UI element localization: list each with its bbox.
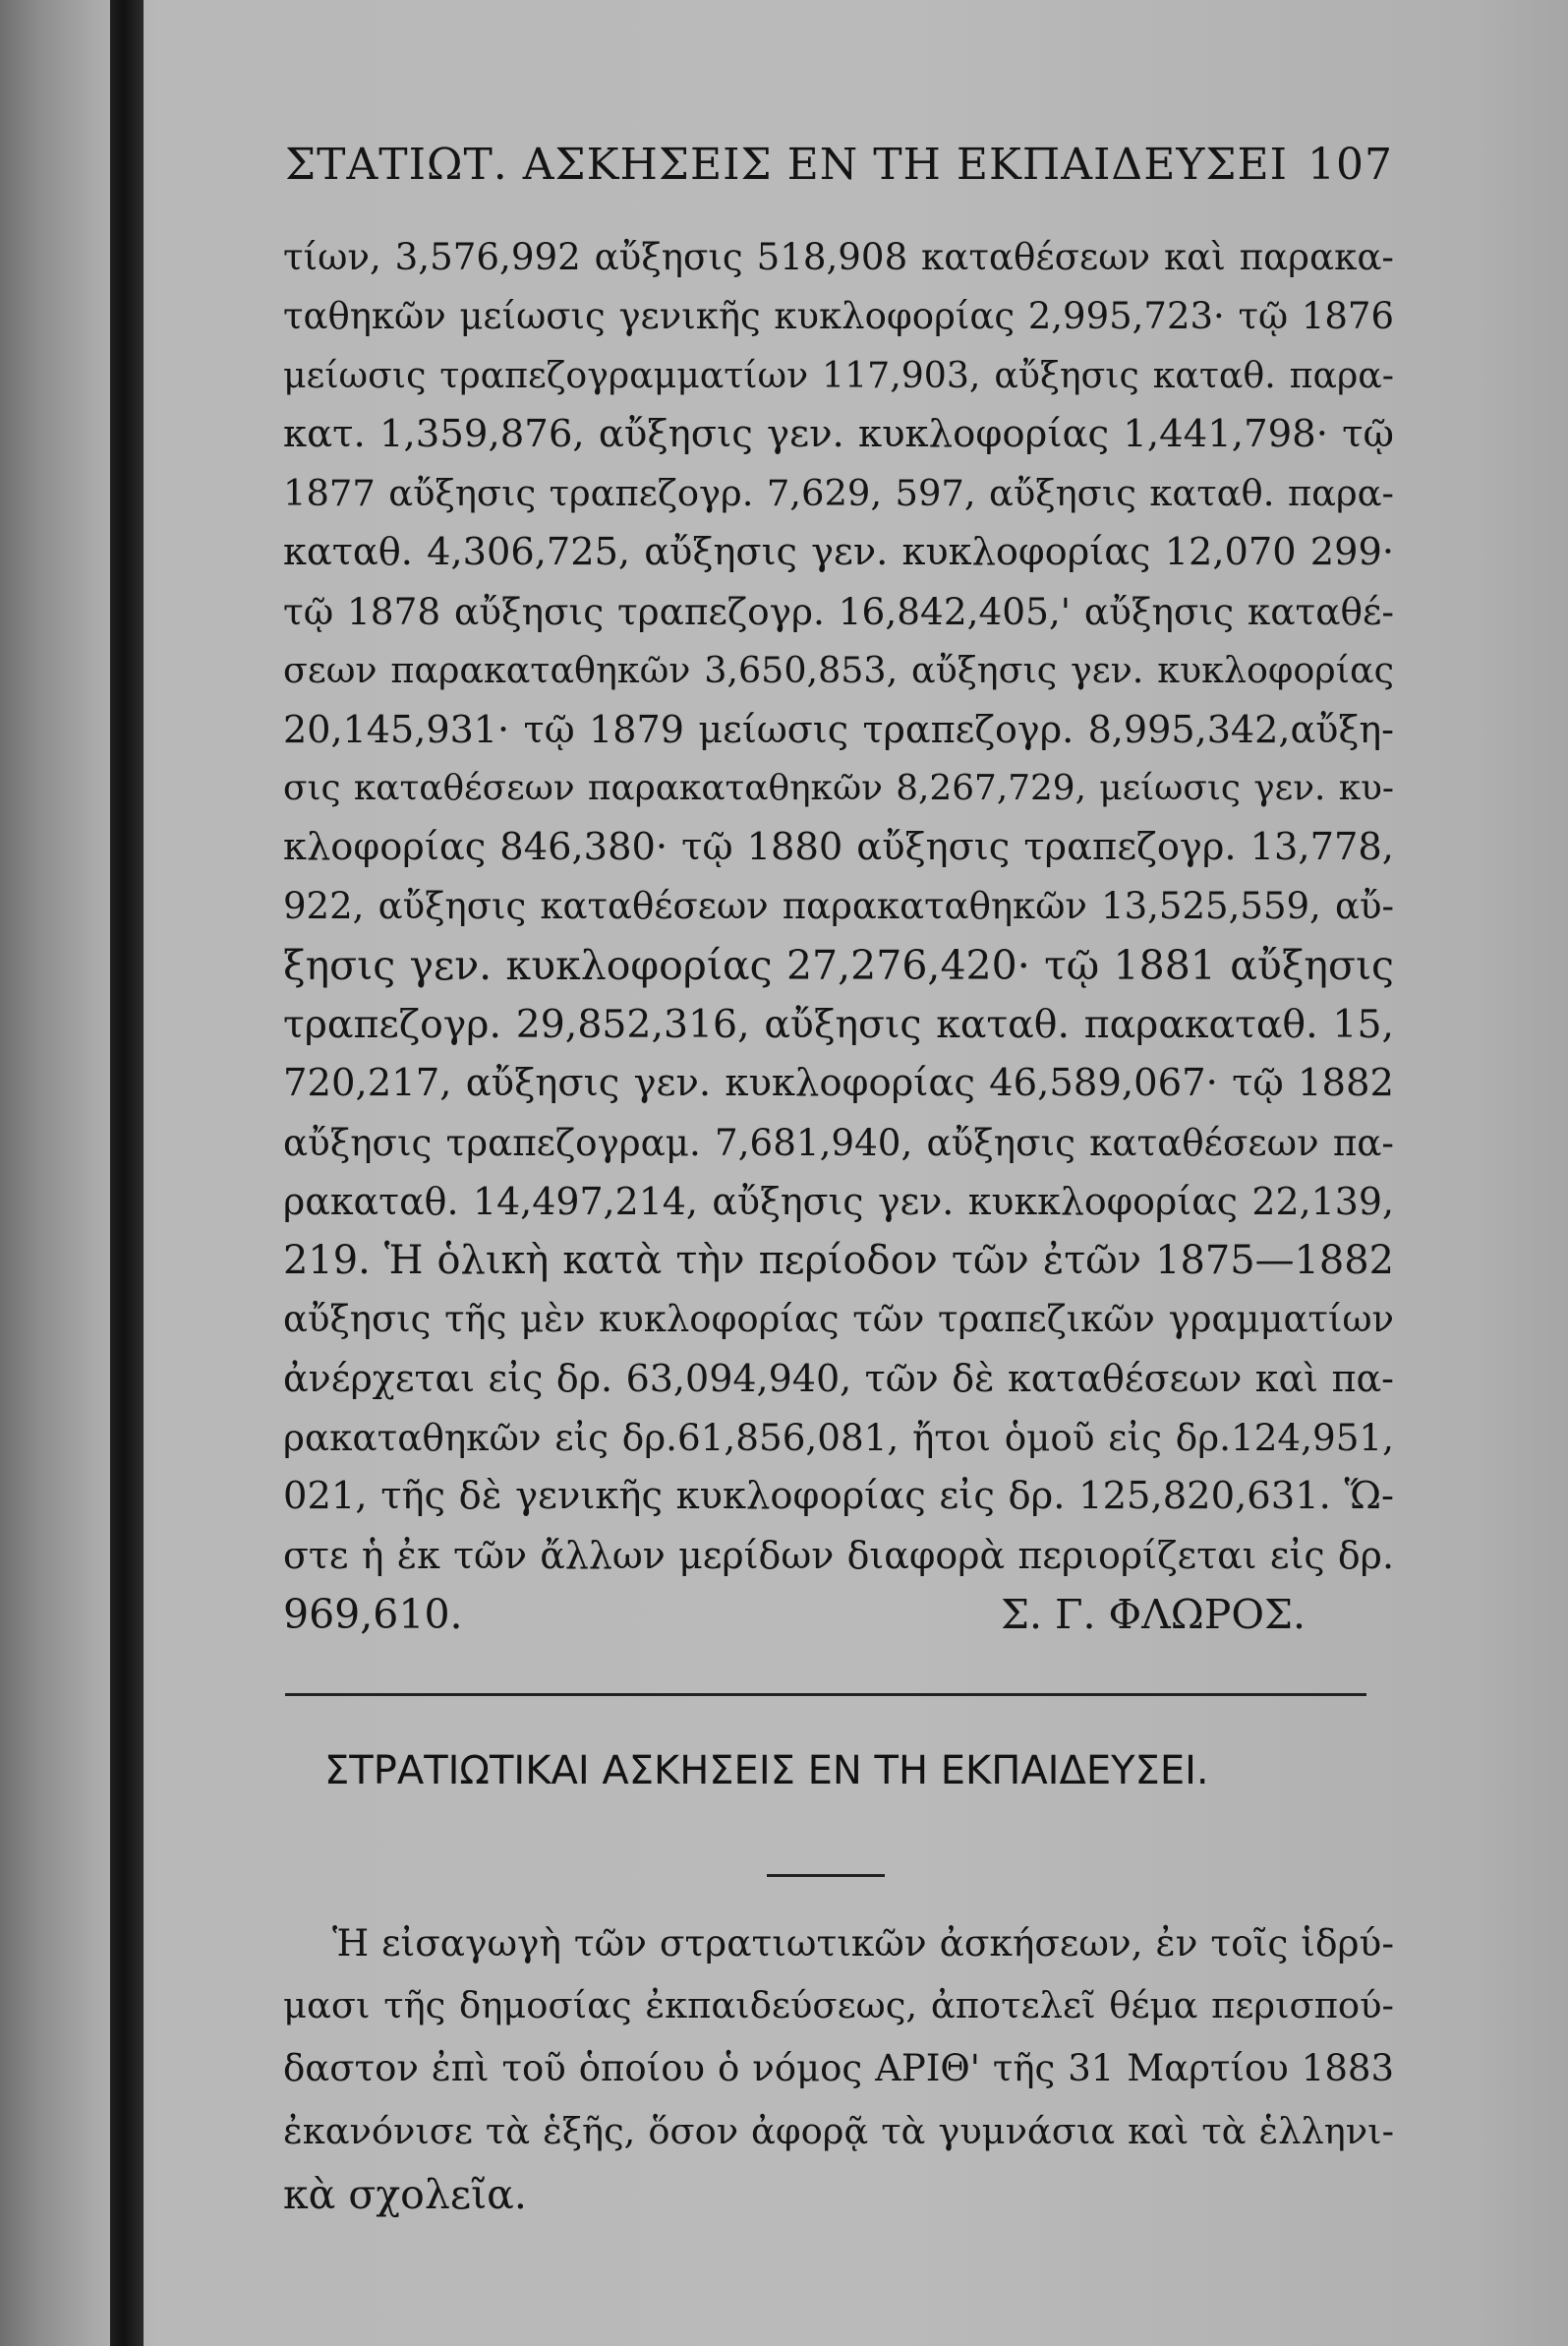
statistics-paragraph (283, 228, 1394, 1644)
text-line: δαστον ἐπὶ τοῦ ὁποίου ὁ νόμος ΑΡΙΘ' τῆς 31 Μαρτίου 1883 (283, 2047, 1394, 2089)
text-line: ἀνέρχεται εἰς δρ. 63,094,940, τῶν δὲ καταθέσεων καὶ πα- (283, 1357, 1394, 1400)
text-line: μείωσις τραπεζογραμματίων 117,903, αὔξησις καταθ. παρα- (283, 354, 1394, 396)
running-title: ΣΤΑΤΙΩΤ. ΑΣΚΗΣΕΙΣ ΕΝ ΤΗ ΕΚΠΑΙΔΕΥΣΕΙ (285, 140, 1288, 190)
heading-underline (767, 1874, 885, 1877)
text-line: ρακαταθ. 14,497,214, αὔξησις γεν. κυκκλοφορίας 22,139, (283, 1180, 1394, 1223)
text-line: σεων παρακαταθηκῶν 3,650,853, αὔξησις γεν. κυκλοφορίας (283, 649, 1394, 691)
text-line: 922, αὔξησις καταθέσεων παρακαταθηκῶν 13,525,559, αὔ- (283, 885, 1394, 927)
text-line: ἐκανόνισε τὰ ἑξῆς, ὅσον ἀφορᾷ τὰ γυμνάσια καὶ τὰ ἑλληνι- (283, 2110, 1394, 2152)
text-line: 1877 αὔξησις τραπεζογρ. 7,629, 597, αὔξησις καταθ. παρα- (283, 472, 1394, 514)
section-divider (285, 1693, 1366, 1696)
text-line: Ἡ εἰσαγωγὴ τῶν στρατιωτικῶν ἀσκήσεων, ἐν τοῖς ἱδρύ- (332, 1921, 1394, 1965)
text-line: ταθηκῶν μείωσις γενικῆς κυκλοφορίας 2,995,723· τῷ 1876 (283, 295, 1394, 337)
text-line: αὔξησις τῆς μὲν κυκλοφορίας τῶν τραπεζικῶν γραμματίων (283, 1298, 1394, 1340)
text-line: κλοφορίας 846,380· τῷ 1880 αὔξησις τραπεζογρ. 13,778, (283, 825, 1394, 869)
text-line: τῷ 1878 αὔξησις τραπεζογρ. 16,842,405,' αὔξησις καταθέ- (283, 590, 1394, 633)
text-line: κατ. 1,359,876, αὔξησις γεν. κυκλοφορίας 1,441,798· τῷ (283, 412, 1394, 456)
text-line: 219. Ἡ ὁλικὴ κατὰ τὴν περίοδον τῶν ἐτῶν 1875—1882 (283, 1238, 1394, 1283)
text-line: 20,145,931· τῷ 1879 μείωσις τραπεζογρ. 8,995,342,αὔξη- (283, 708, 1394, 751)
text-line: κὰ σχολεῖα. (283, 2171, 527, 2218)
page-number: 107 (1307, 140, 1393, 190)
signature-line (283, 1585, 1394, 1644)
section-heading: ΣΤΡΑΤΙΩΤΙΚΑΙ ΑΣΚΗΣΕΙΣ ΕΝ ΤΗ ΕΚΠΑΙΔΕΥΣΕΙ. (324, 1748, 1209, 1793)
book-spine (110, 0, 144, 2346)
text-line: στε ἡ ἐκ τῶν ἄλλων μερίδων διαφορὰ περιορίζεται εἰς δρ. (283, 1534, 1394, 1577)
author-signature: Σ. Γ. ΦΛΩΡΟΣ. (1000, 1591, 1306, 1638)
section-paragraph (283, 1911, 1394, 2226)
text-line: καταθ. 4,306,725, αὔξησις γεν. κυκλοφορίας 12,070 299· (283, 530, 1394, 574)
text-line: ρακαταθηκῶν εἰς δρ.61,856,081, ἤτοι ὁμοῦ εἰς δρ.124,951, (283, 1416, 1394, 1459)
text-line: σις καταθέσεων παρακαταθηκῶν 8,267,729, μείωσις γεν. κυ- (283, 768, 1394, 808)
running-header (285, 140, 1396, 190)
text-line: 021, τῆς δὲ γενικῆς κυκλοφορίας εἰς δρ. 125,820,631. Ὥ- (283, 1474, 1394, 1518)
text-line: τραπεζογρ. 29,852,316, αὔξησις καταθ. παρακαταθ. 15, (283, 1002, 1394, 1047)
text-line: τίων, 3,576,992 αὔξησις 518,908 καταθέσεων καὶ παρακα- (283, 236, 1394, 278)
text-line: 720,217, αὔξησις γεν. κυκλοφορίας 46,589,067· τῷ 1882 (283, 1061, 1394, 1105)
final-amount: 969,610. (283, 1591, 463, 1638)
text-line: αὔξησις τραπεζογραμ. 7,681,940, αὔξησις καταθέσεων πα- (283, 1121, 1394, 1164)
text-line: μασι τῆς δημοσίας ἐκπαιδεύσεως, ἀποτελεῖ θέμα περισπού- (283, 1984, 1394, 2026)
text-line: ξησις γεν. κυκλοφορίας 27,276,420· τῷ 1881 αὔξησις (283, 942, 1394, 989)
